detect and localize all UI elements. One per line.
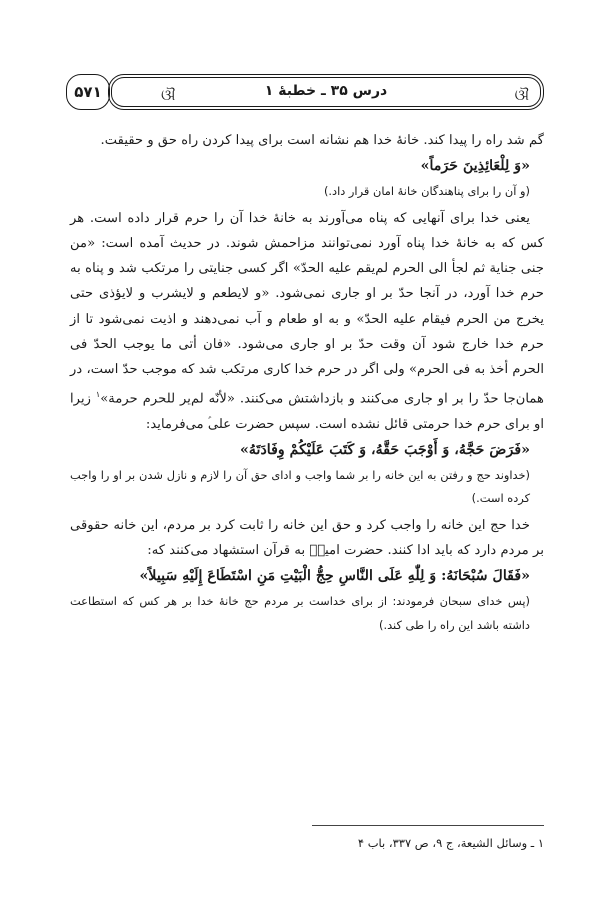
translation-2: (خداوند حج و رفتن به این خانه را بر شما واجب و ادای حق آن را لازم و نازل شدن بر او را واجب کرده است.) [70, 467, 530, 506]
paragraph-2-tail: زیرا او برای حرم خدا حرمتی قائل نشده است. سپس حضرت علی‌ؑ می‌فرماید: [70, 391, 544, 432]
paragraph-2 [70, 206, 544, 437]
arabic-quote-2: «فَرَضَ حَجَّهُ، وَ أَوْجَبَ حَقَّهُ، وَ کَتَبَ عَلَیْکُمْ وِفَادَتَهُ» [240, 441, 530, 458]
footnote-ref[interactable]: ۱ [95, 390, 101, 400]
translation-1: (و آن را برای پناهندگان خانهٔ امان قرار داد.) [323, 184, 530, 199]
paragraph-3: خدا حج این خانه را واجب کرد و حق این خانه را ثابت کرد بر مردم، این خانه حقوقی بر مردم دارد که باید ادا کنند. حضرت امیرؑ به قرآن استشهاد می‌کنند که: [70, 517, 544, 559]
arabic-quote-1: «وَ لِلْعَائِذِینَ حَرَماً» [420, 158, 530, 175]
title-frame [108, 74, 544, 110]
page-header [66, 70, 544, 118]
footnote: ۱ ـ وسائل الشیعة، ج ۹، ص ۳۳۷، باب ۴ [357, 836, 544, 850]
ornament-left-icon: ଔ [161, 86, 176, 104]
ornament-right-icon: ଔ [514, 86, 529, 104]
running-title: درس ۳۵ ـ خطبهٔ ۱ [264, 83, 388, 99]
paragraph-1: گم شد راه را پیدا کند. خانهٔ خدا هم نشانه است برای پیدا کردن راه حق و حقیقت. [100, 133, 544, 148]
footnote-divider [312, 825, 544, 826]
page-number: ۵۷۱ [66, 74, 110, 110]
paragraph-2-text: یعنی خدا برای آنهایی که پناه می‌آورند به خانهٔ خدا آن را حرم قرار داده است. هر کس که به خانهٔ خدا پناه آورد نمی‌توانند مزاحمش شوند. در حدیث آمده است: «من جنی جنایة ثم لجأ الی الحرم لم‌یقم علیه الحدّ» اگر کسی جنایتی را مرتکب شد و پناه به حرم خدا آورد، در آنجا حدّ بر او جاری نمی‌شود. «و لایطعم و لایشرب و لایؤذی حتی یخرج من الحرم فیقام علیه الحدّ» و به او طعام و آب نمی‌دهند و اذیت نمی‌شود تا از حرم خدا خارج شود آن وقت حدّ بر او جاری می‌شود. «فان أتی ما یوجب الحدّ فی الحرم أخذ به فی الحرم» ولی اگر در حرم خدا کاری مرتکب شد که موجب حدّ است، در همان‌جا حدّ را بر او جاری می‌کنند و بازداشتش می‌کنند. «لأنّه لم‌یر للحرم حرمة» [70, 210, 545, 407]
arabic-quote-3: «فَقَالَ سُبْحَانَهُ: وَ لِلّٰهِ عَلَی النَّاسِ حِجُّ الْبَیْتِ مَنِ اسْتَطَاعَ إِلَیْهِ سَبِیلاً» [139, 568, 530, 585]
translation-3: (پس خدای سبحان فرمودند: از برای خداست بر مردم حج خانهٔ خدا بر هر کس که استطاعت داشته باشد این راه را طی کند.) [70, 594, 530, 632]
page-body [70, 128, 544, 637]
